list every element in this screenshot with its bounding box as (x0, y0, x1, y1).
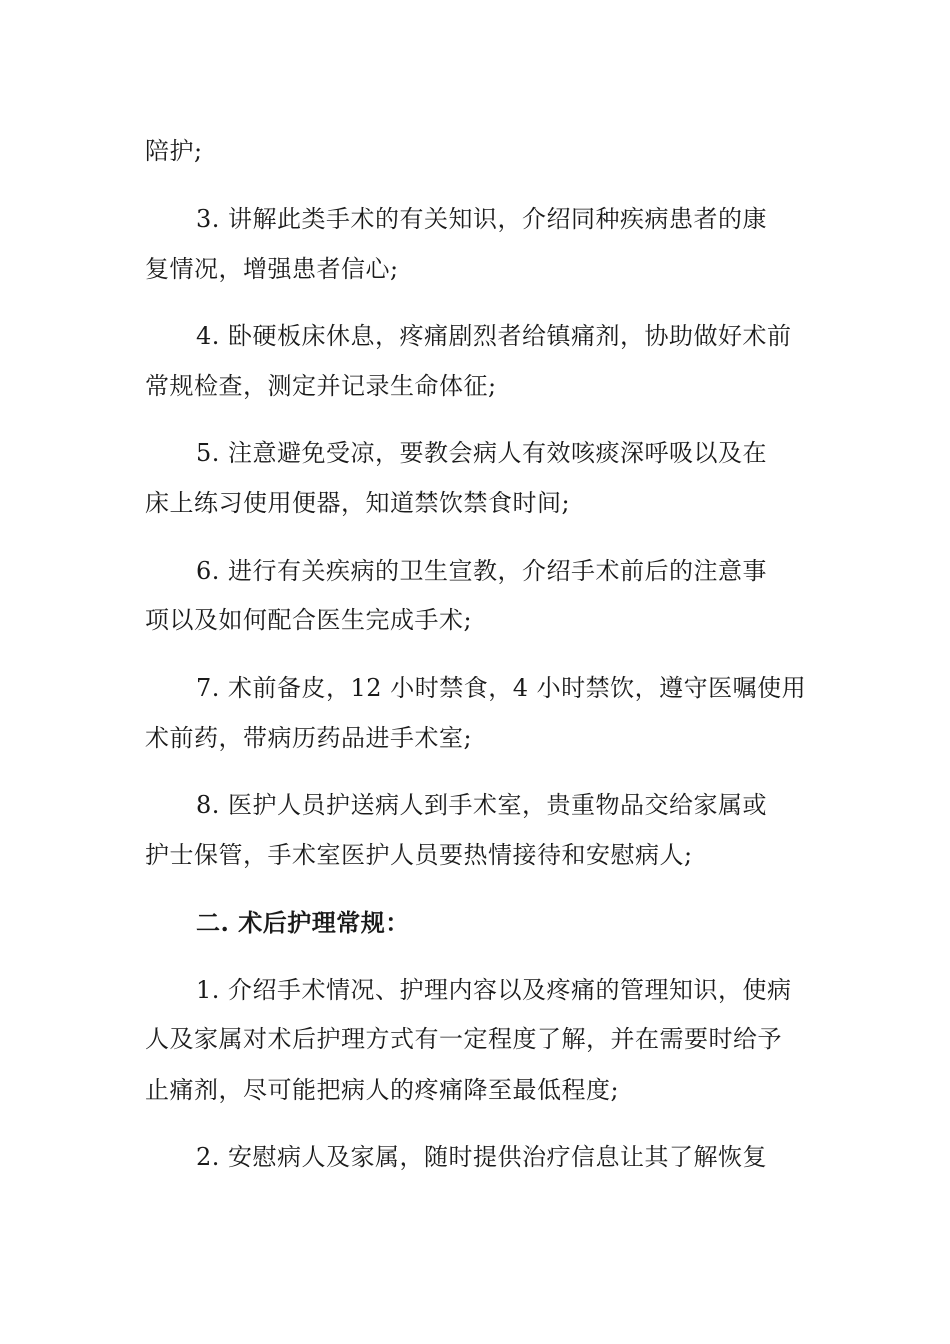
text-line: 人及家属对术后护理方式有一定程度了解，并在需要时给予 (145, 1025, 782, 1053)
section-heading: 二. 术后护理常规： (196, 908, 410, 937)
text-line: 护士保管，手术室医护人员要热情接待和安慰病人; (145, 841, 693, 869)
list-item-first-line: 8. 医护人员护送病人到手术室，贵重物品交给家属或 (196, 791, 768, 819)
text-line: 止痛剂，尽可能把病人的疼痛降至最低程度; (145, 1076, 620, 1104)
text-line: 床上练习使用便器，知道禁饮禁食时间; (145, 489, 571, 517)
text-line: 术前药，带病历药品进手术室; (145, 724, 473, 752)
text-line: 复情况，增强患者信心; (145, 255, 399, 283)
list-item-first-line: 2. 安慰病人及家属，随时提供治疗信息让其了解恢复 (196, 1143, 768, 1171)
list-item-first-line: 5. 注意避免受凉，要教会病人有效咳痰深呼吸以及在 (196, 439, 768, 467)
text-line: 陪护; (145, 137, 203, 165)
text-line: 常规检查，测定并记录生命体征; (145, 372, 497, 400)
text-line: 项以及如何配合医生完成手术; (145, 606, 473, 634)
list-item-first-line: 3. 讲解此类手术的有关知识，介绍同种疾病患者的康 (196, 205, 768, 233)
list-item-first-line: 4. 卧硬板床休息，疼痛剧烈者给镇痛剂，协助做好术前 (196, 322, 792, 350)
list-item-first-line: 1. 介绍手术情况、护理内容以及疼痛的管理知识，使病 (196, 976, 792, 1004)
list-item-first-line: 6. 进行有关疾病的卫生宣教，介绍手术前后的注意事 (196, 557, 768, 585)
list-item-first-line: 7. 术前备皮，12 小时禁食，4 小时禁饮，遵守医嘱使用 (196, 674, 807, 702)
